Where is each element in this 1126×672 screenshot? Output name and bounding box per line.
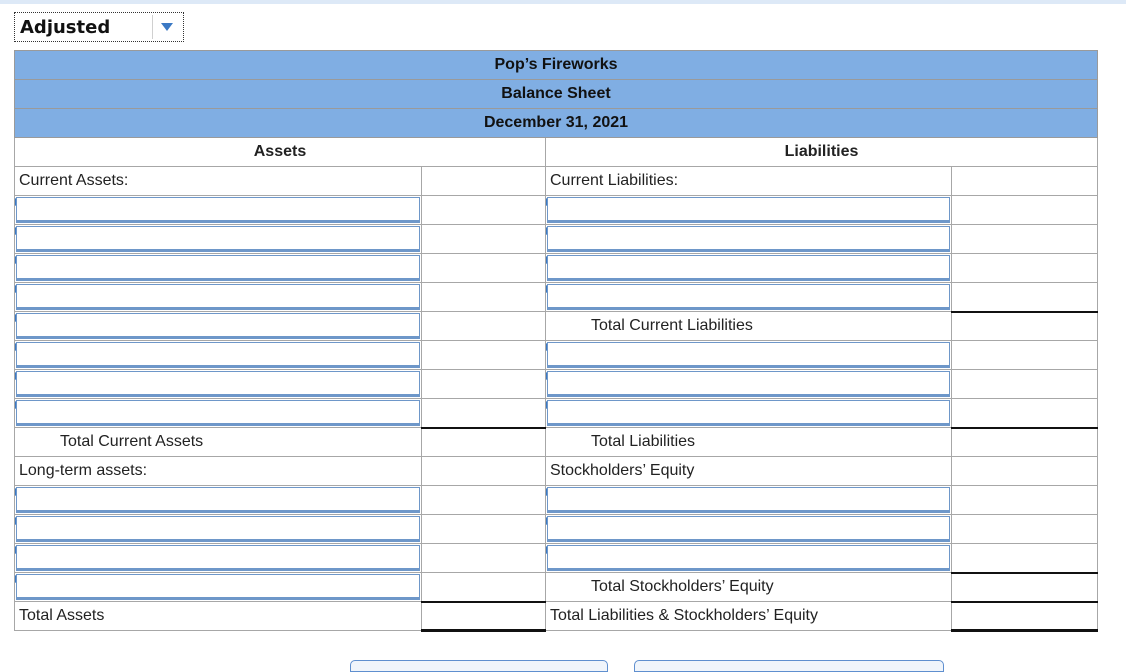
total-current-assets-label: Total Current Assets xyxy=(15,428,422,457)
asset-amount-cell[interactable] xyxy=(422,254,546,283)
total-assets-label: Total Assets xyxy=(15,602,422,631)
long-term-asset-input[interactable] xyxy=(15,573,422,602)
equity-amount-cell[interactable] xyxy=(952,544,1098,573)
liability-amount-cell[interactable] xyxy=(952,399,1098,428)
statement-title: Balance Sheet xyxy=(15,80,1098,109)
liability-amount-cell[interactable] xyxy=(952,341,1098,370)
asset-account-input[interactable] xyxy=(15,283,422,312)
top-strip xyxy=(0,0,1126,4)
total-current-assets-amount[interactable] xyxy=(422,428,546,457)
liability-amount-cell[interactable] xyxy=(952,370,1098,399)
asset-amount-cell[interactable] xyxy=(422,312,546,341)
assets-column-header: Assets xyxy=(15,138,546,167)
liability-account-input[interactable] xyxy=(546,370,952,399)
asset-amount-cell[interactable] xyxy=(422,399,546,428)
dropdown-button[interactable] xyxy=(152,15,181,39)
amount-cell[interactable] xyxy=(422,457,546,486)
amount-cell[interactable] xyxy=(952,457,1098,486)
asset-account-input[interactable] xyxy=(15,399,422,428)
equity-account-input[interactable] xyxy=(546,515,952,544)
dropdown-selected-value: Adjusted xyxy=(20,16,111,38)
liability-amount-cell[interactable] xyxy=(952,225,1098,254)
asset-account-input[interactable] xyxy=(15,196,422,225)
total-assets-amount[interactable] xyxy=(422,602,546,631)
asset-amount-cell[interactable] xyxy=(422,283,546,312)
asset-amount-cell[interactable] xyxy=(422,573,546,602)
long-term-asset-input[interactable] xyxy=(15,486,422,515)
liability-account-input[interactable] xyxy=(546,254,952,283)
asset-account-input[interactable] xyxy=(15,370,422,399)
liability-account-input[interactable] xyxy=(546,399,952,428)
total-current-liabilities-amount[interactable] xyxy=(952,312,1098,341)
action-button-right[interactable] xyxy=(634,660,944,672)
statement-type-dropdown[interactable] xyxy=(14,12,184,42)
stockholders-equity-label: Stockholders’ Equity xyxy=(546,457,952,486)
liabilities-column-header: Liabilities xyxy=(546,138,1098,167)
amount-cell[interactable] xyxy=(422,167,546,196)
asset-account-input[interactable] xyxy=(15,225,422,254)
asset-amount-cell[interactable] xyxy=(422,225,546,254)
asset-account-input[interactable] xyxy=(15,312,422,341)
asset-amount-cell[interactable] xyxy=(422,486,546,515)
liability-account-input[interactable] xyxy=(546,341,952,370)
current-assets-label: Current Assets: xyxy=(15,167,422,196)
asset-amount-cell[interactable] xyxy=(422,341,546,370)
long-term-asset-input[interactable] xyxy=(15,515,422,544)
asset-account-input[interactable] xyxy=(15,341,422,370)
total-liabilities-amount[interactable] xyxy=(952,428,1098,457)
liability-account-input[interactable] xyxy=(546,283,952,312)
liability-amount-cell[interactable] xyxy=(952,196,1098,225)
asset-amount-cell[interactable] xyxy=(422,515,546,544)
statement-date: December 31, 2021 xyxy=(15,109,1098,138)
chevron-down-icon xyxy=(161,23,173,31)
long-term-assets-label: Long-term assets: xyxy=(15,457,422,486)
amount-cell[interactable] xyxy=(952,167,1098,196)
total-liabilities-equity-amount[interactable] xyxy=(952,602,1098,631)
liability-account-input[interactable] xyxy=(546,225,952,254)
equity-account-input[interactable] xyxy=(546,486,952,515)
total-liabilities-equity-label: Total Liabilities & Stockholders’ Equity xyxy=(546,602,952,631)
asset-amount-cell[interactable] xyxy=(422,370,546,399)
company-name: Pop’s Fireworks xyxy=(15,51,1098,80)
liability-amount-cell[interactable] xyxy=(952,254,1098,283)
liability-amount-cell[interactable] xyxy=(952,283,1098,312)
balance-sheet-table xyxy=(14,50,1098,632)
asset-amount-cell[interactable] xyxy=(422,544,546,573)
long-term-asset-input[interactable] xyxy=(15,544,422,573)
current-liabilities-label: Current Liabilities: xyxy=(546,167,952,196)
equity-account-input[interactable] xyxy=(546,544,952,573)
equity-amount-cell[interactable] xyxy=(952,486,1098,515)
asset-account-input[interactable] xyxy=(15,254,422,283)
equity-amount-cell[interactable] xyxy=(952,515,1098,544)
asset-amount-cell[interactable] xyxy=(422,196,546,225)
action-button-left[interactable] xyxy=(350,660,608,672)
total-stockholders-equity-amount[interactable] xyxy=(952,573,1098,602)
total-current-liabilities-label: Total Current Liabilities xyxy=(546,312,952,341)
total-liabilities-label: Total Liabilities xyxy=(546,428,952,457)
liability-account-input[interactable] xyxy=(546,196,952,225)
total-stockholders-equity-label: Total Stockholders’ Equity xyxy=(546,573,952,602)
